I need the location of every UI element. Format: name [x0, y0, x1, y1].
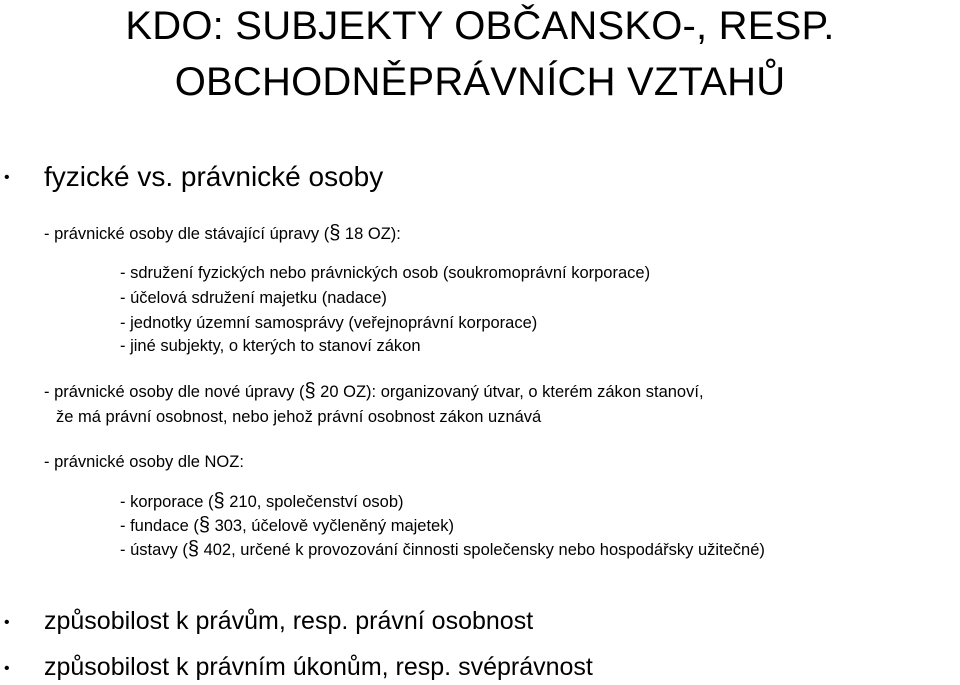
- paragraph-sign: §: [187, 538, 199, 560]
- section-heading-legal-capacity: způsobilost k právům, resp. právní osobnost: [44, 607, 534, 635]
- noz-item-suffix: 210, společenství osob): [224, 493, 404, 511]
- title-line-1: KDO: SUBJEKTY OBČANSKO-, RESP.: [125, 4, 835, 48]
- new-law-suffix: 20 OZ): organizovaný útvar, o kterém zákon stanoví,: [315, 383, 704, 401]
- bullet-icon: •: [4, 614, 10, 631]
- new-law-continuation: že má právní osobnost, nebo jehož právní osobnost zákon uznává: [56, 408, 542, 426]
- current-law-line: [44, 222, 401, 245]
- current-law-suffix: 18 OZ):: [340, 225, 401, 243]
- section-heading-persons: fyzické vs. právnické osoby: [44, 161, 384, 192]
- bullet-icon: •: [4, 660, 10, 677]
- noz-heading: - právnické osoby dle NOZ:: [44, 453, 244, 471]
- noz-item-1: [120, 490, 404, 513]
- noz-item-2: [120, 514, 454, 537]
- current-item-2: - účelová sdružení majetku (nadace): [120, 289, 387, 307]
- paragraph-sign: §: [213, 490, 225, 512]
- current-item-4: - jiné subjekty, o kterých to stanoví zákon: [120, 337, 421, 355]
- title-line-2: OBCHODNĚPRÁVNÍCH VZTAHŮ: [174, 60, 786, 104]
- noz-item-3: [120, 538, 765, 561]
- bullet-icon: •: [4, 169, 10, 186]
- paragraph-sign: §: [304, 380, 316, 402]
- current-item-3: - jednotky územní samosprávy (veřejnoprávní korporace): [120, 314, 538, 332]
- noz-item-prefix: - korporace (: [120, 493, 214, 511]
- noz-item-prefix: - ústavy (: [120, 541, 188, 559]
- current-law-prefix: - právnické osoby dle stávající úpravy (: [44, 225, 330, 243]
- section-heading-legal-acts: způsobilost k právním úkonům, resp. svéprávnost: [44, 653, 593, 681]
- new-law-prefix: - právnické osoby dle nové úpravy (: [44, 383, 305, 401]
- noz-item-suffix: 402, určené k provozování činnosti společensky nebo hospodářsky užitečné): [198, 541, 765, 559]
- noz-item-prefix: - fundace (: [120, 517, 199, 535]
- paragraph-sign: §: [198, 514, 210, 536]
- current-item-1: - sdružení fyzických nebo právnických osob (soukromoprávní korporace): [120, 264, 651, 282]
- noz-item-suffix: 303, účelově vyčleněný majetek): [210, 517, 454, 535]
- new-law-line: [44, 380, 704, 403]
- paragraph-sign: §: [329, 222, 341, 244]
